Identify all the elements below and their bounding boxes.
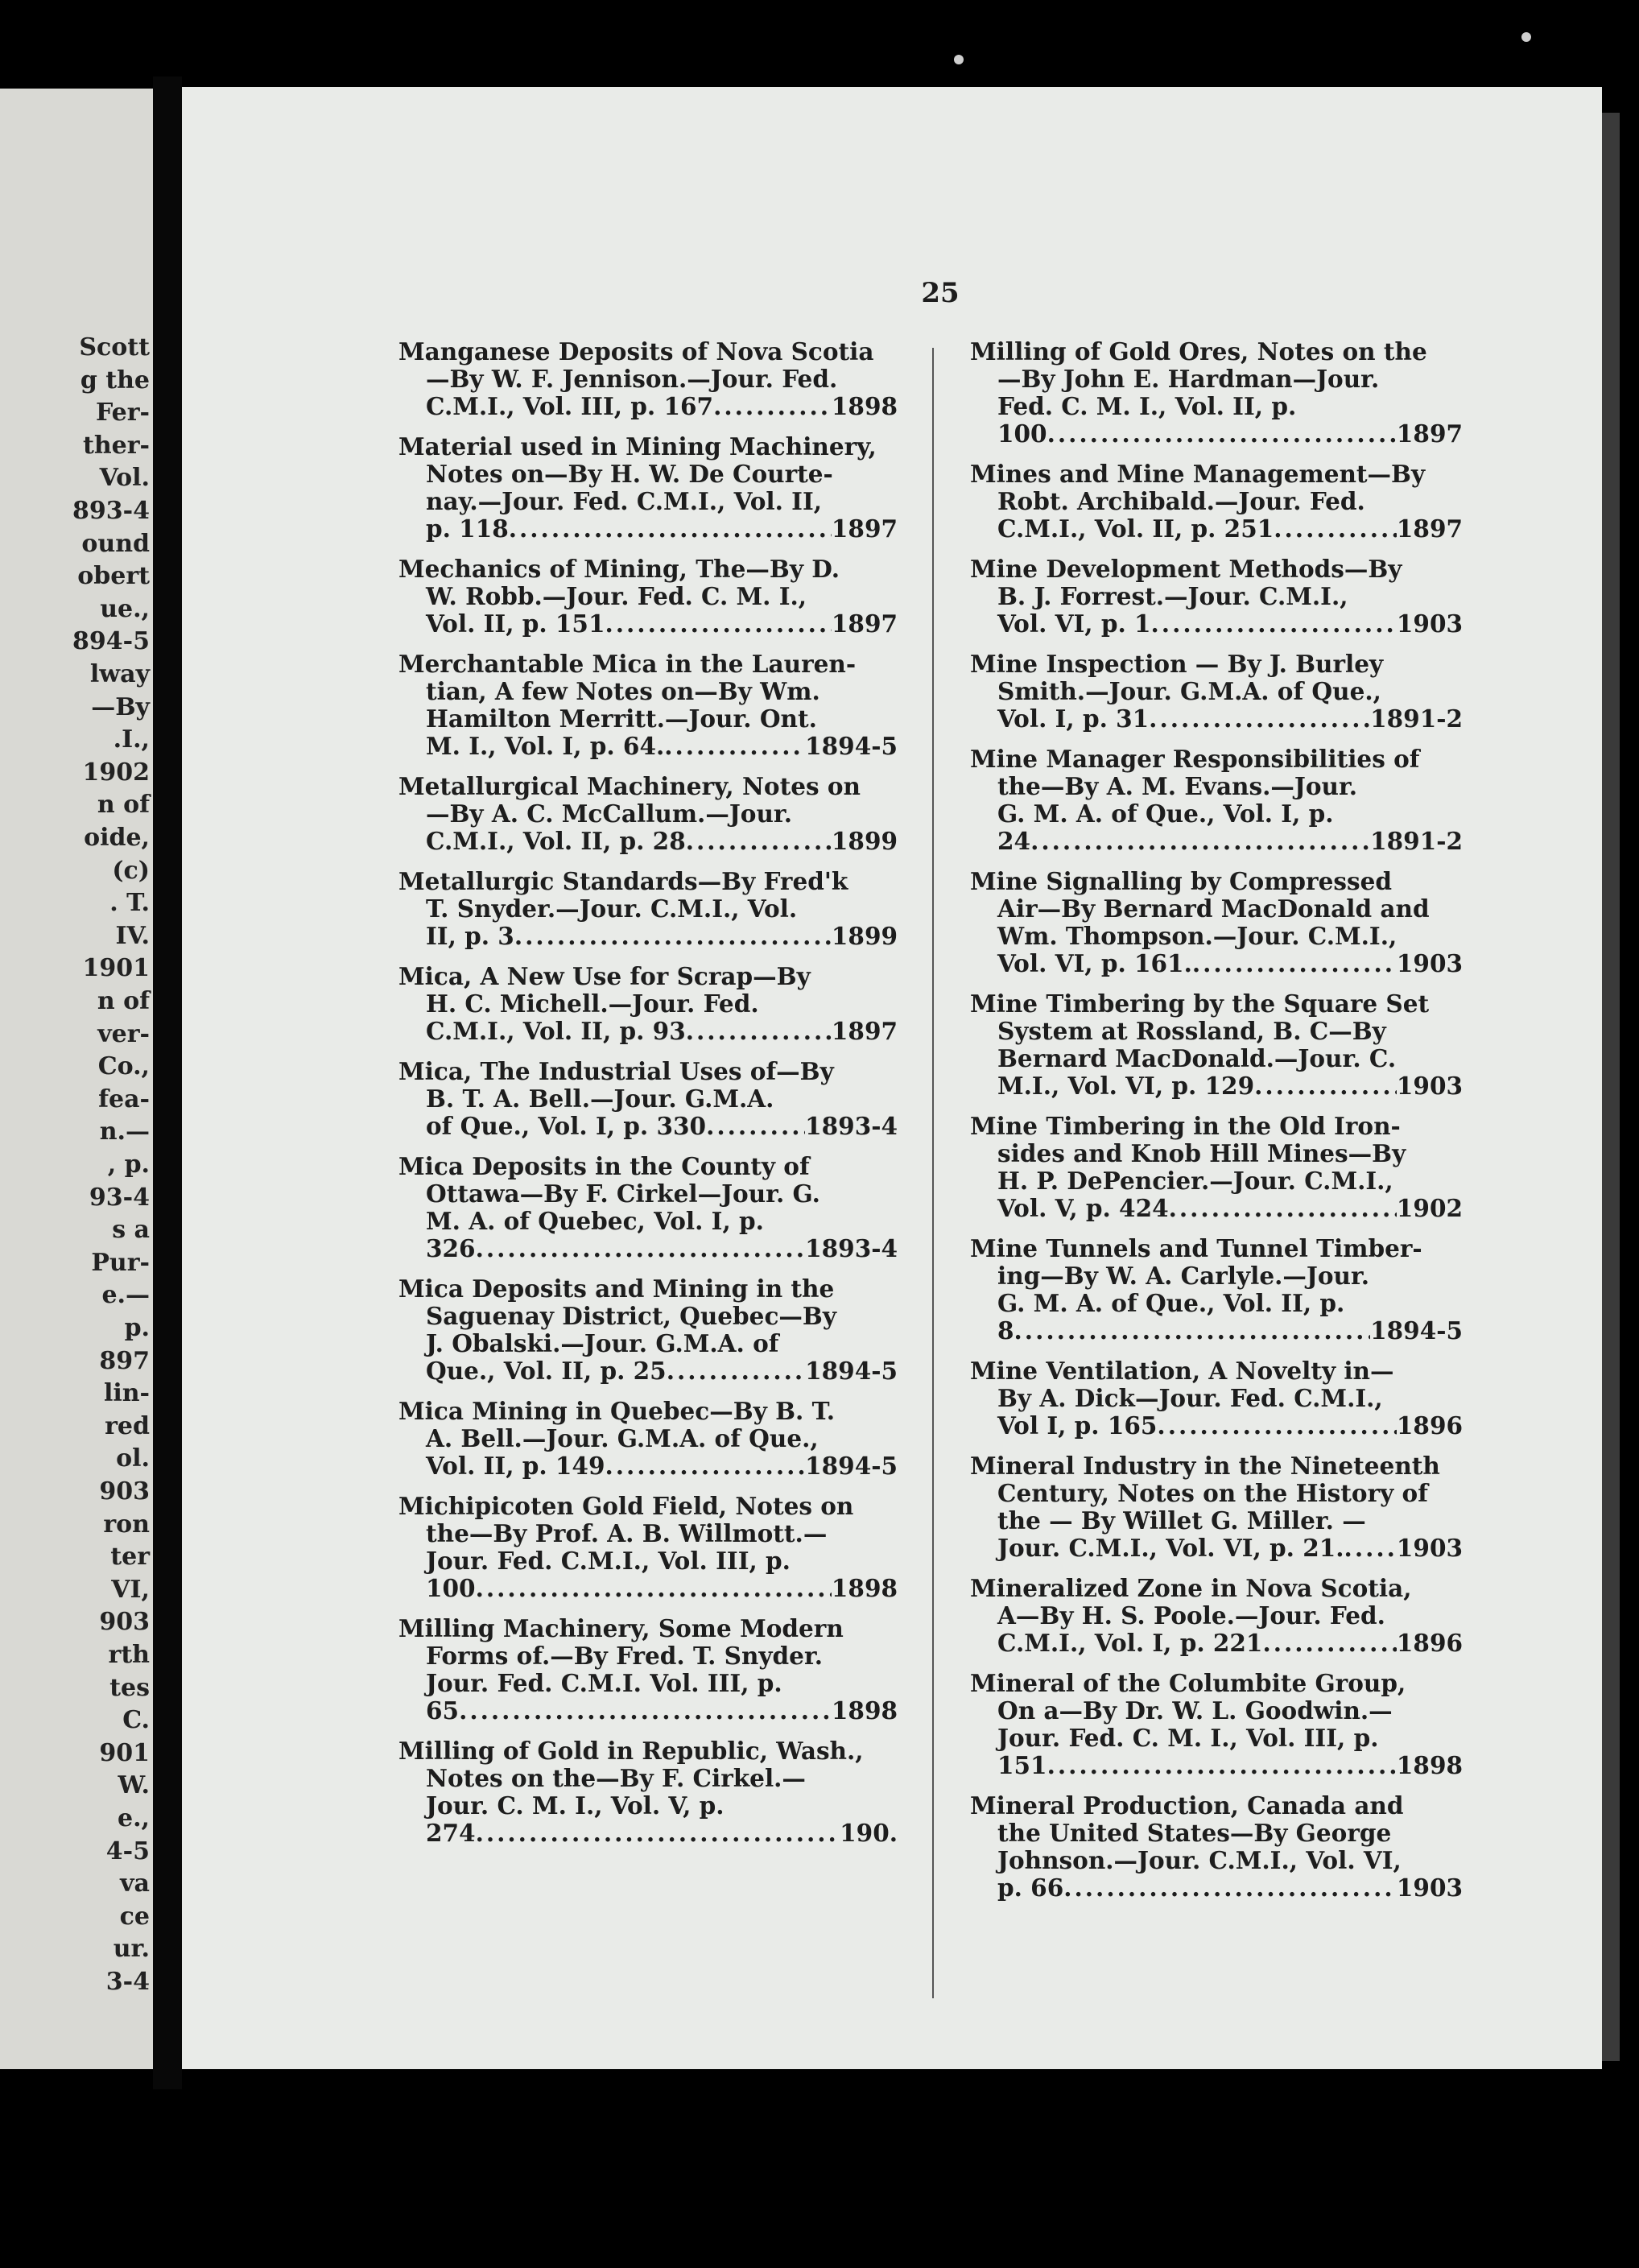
index-entry <box>398 1737 898 1847</box>
entry-citation: Vol. II, p. 151 <box>426 610 605 638</box>
entry-line: the—By Prof. A. B. Willmott.— <box>426 1520 828 1547</box>
entry-citation-line <box>970 1535 1463 1562</box>
dot-leader <box>1047 1752 1397 1779</box>
dot-leader <box>667 1357 805 1385</box>
index-entry <box>398 963 898 1045</box>
entry-citation-line <box>398 1452 898 1480</box>
entry-line: W. Robb.—Jour. Fed. C. M. I., <box>426 583 807 610</box>
entry-year: 1897 <box>1396 515 1463 543</box>
adjacent-page-fragment <box>0 89 153 2069</box>
entry-citation-line <box>398 1357 898 1385</box>
entry-citation: M. I., Vol. I, p. 64. <box>426 733 665 760</box>
dot-leader <box>459 1697 832 1725</box>
entry-line: T. Snyder.—Jour. C.M.I., Vol. <box>426 895 798 923</box>
index-entry <box>398 433 898 543</box>
adjacent-page-text: ter <box>110 1543 150 1572</box>
index-entry <box>970 1792 1463 1902</box>
entry-line: Robt. Archibald.—Jour. Fed. <box>997 488 1365 515</box>
entry-title-line: Michipicoten Gold Field, Notes on <box>398 1493 854 1520</box>
index-entry <box>398 1275 898 1385</box>
entry-year: 1899 <box>831 828 898 855</box>
dot-leader <box>664 733 805 760</box>
dot-leader <box>476 1820 840 1847</box>
adjacent-page-text: g the <box>80 366 150 395</box>
entry-citation-line <box>970 1317 1463 1345</box>
entry-line: Jour. Fed. C. M. I., Vol. III, p. <box>997 1725 1379 1752</box>
adjacent-page-text: Co., <box>97 1052 150 1081</box>
entry-line: Fed. C. M. I., Vol. II, p. <box>997 393 1297 420</box>
entry-title-line: Mine Timbering by the Square Set <box>970 990 1430 1018</box>
entry-title-line: Mine Ventilation, A Novelty in— <box>970 1357 1394 1385</box>
entry-year: 1894-5 <box>1370 1317 1463 1345</box>
index-entry <box>970 461 1463 543</box>
adjacent-page-text: tes <box>109 1673 150 1702</box>
entry-line: By A. Dick—Jour. Fed. C.M.I., <box>997 1385 1383 1412</box>
entry-line: Air—By Bernard MacDonald and <box>997 895 1430 923</box>
left-index-column <box>398 338 898 1860</box>
entry-year: 1899 <box>831 923 898 950</box>
entry-title-line: Milling of Gold Ores, Notes on the <box>970 338 1427 366</box>
entry-citation-line <box>970 1630 1463 1657</box>
adjacent-page-text: —By <box>91 692 150 721</box>
adjacent-page-text: . T. <box>109 889 150 918</box>
entry-citation: of Que., Vol. I, p. 330 <box>426 1113 707 1140</box>
entry-title-line: Mine Signalling by Compressed <box>970 868 1392 895</box>
index-entry <box>970 651 1463 733</box>
entry-line: H. C. Michell.—Jour. Fed. <box>426 990 759 1018</box>
entry-citation: C.M.I., Vol. III, p. 167 <box>426 393 714 420</box>
entry-citation: p. 66 <box>997 1874 1064 1902</box>
entry-line: B. J. Forrest.—Jour. C.M.I., <box>997 583 1348 610</box>
adjacent-page-text: W. <box>118 1771 150 1800</box>
adjacent-page-text: , p. <box>107 1151 150 1179</box>
dot-leader <box>514 923 832 950</box>
dot-leader <box>1169 1195 1397 1222</box>
adjacent-page-text: 897 <box>99 1346 150 1375</box>
adjacent-page-text: 903 <box>99 1477 150 1506</box>
entry-line: Ottawa—By F. Cirkel—Jour. G. <box>426 1180 820 1208</box>
dot-leader <box>1151 610 1397 638</box>
adjacent-page-text: e.— <box>101 1281 150 1310</box>
entry-year: 190. <box>840 1820 898 1847</box>
adjacent-page-text: IV. <box>115 921 150 950</box>
dot-leader <box>686 828 832 855</box>
entry-citation: Vol. V, p. 424 <box>997 1195 1169 1222</box>
entry-year: 1896 <box>1396 1630 1463 1657</box>
entry-year: 1894-5 <box>805 733 898 760</box>
adjacent-page-text: 93-4 <box>89 1183 150 1212</box>
entry-year: 1896 <box>1396 1412 1463 1440</box>
index-entry <box>398 1493 898 1602</box>
entry-line: H. P. DePencier.—Jour. C.M.I., <box>997 1167 1393 1195</box>
adjacent-page-text: lway <box>89 660 150 688</box>
entry-citation: Vol. II, p. 149 <box>426 1452 605 1480</box>
adjacent-page-text: 901 <box>99 1738 150 1767</box>
entry-line: Smith.—Jour. G.M.A. of Que., <box>997 678 1381 705</box>
entry-citation-line <box>398 1113 898 1140</box>
entry-line: —By John E. Hardman—Jour. <box>997 366 1380 393</box>
adjacent-page-text: C. <box>122 1706 150 1735</box>
entry-citation-line <box>398 1820 898 1847</box>
entry-line: On a—By Dr. W. L. Goodwin.— <box>997 1697 1393 1725</box>
entry-line: Jour. Fed. C.M.I. Vol. III, p. <box>426 1670 782 1697</box>
entry-line: Forms of.—By Fred. T. Snyder. <box>426 1642 824 1670</box>
index-entry <box>970 1670 1463 1779</box>
entry-line: Notes on the—By F. Cirkel.— <box>426 1765 806 1792</box>
dot-leader <box>476 1575 832 1602</box>
entry-line: tian, A few Notes on—By Wm. <box>426 678 820 705</box>
entry-citation-line <box>970 1195 1463 1222</box>
page-edge-shadow <box>1602 113 1620 2061</box>
entry-title-line: Mica Mining in Quebec—By B. T. <box>398 1398 836 1425</box>
entry-citation: C.M.I., Vol. II, p. 251 <box>997 515 1274 543</box>
entry-citation-line <box>970 515 1463 543</box>
entry-year: 1894-5 <box>805 1357 898 1385</box>
adjacent-page-text: 3-4 <box>105 1968 150 1996</box>
entry-citation: C.M.I., Vol. II, p. 28 <box>426 828 686 855</box>
entry-line: G. M. A. of Que., Vol. I, p. <box>997 800 1334 828</box>
adjacent-page-text: ver- <box>97 1019 150 1048</box>
index-entry <box>398 338 898 420</box>
column-divider <box>932 348 934 1998</box>
index-entry <box>970 1113 1463 1222</box>
entry-citation: 8 <box>997 1317 1014 1345</box>
entry-citation: Que., Vol. II, p. 25 <box>426 1357 667 1385</box>
entry-year: 1893-4 <box>805 1113 898 1140</box>
entry-year: 1903 <box>1396 1874 1463 1902</box>
index-entry <box>970 1452 1463 1562</box>
adjacent-page-text: ron <box>103 1510 150 1539</box>
dot-leader <box>1344 1535 1397 1562</box>
dot-leader <box>713 393 832 420</box>
index-entry <box>970 746 1463 855</box>
adjacent-page-text: p. <box>124 1314 150 1342</box>
entry-line: M. A. of Quebec, Vol. I, p. <box>426 1208 764 1235</box>
index-entry <box>970 556 1463 638</box>
adjacent-page-text: 1902 <box>82 758 150 787</box>
entry-citation: 151 <box>997 1752 1047 1779</box>
entry-title-line: Mine Development Methods—By <box>970 556 1402 583</box>
entry-citation-line <box>398 733 898 760</box>
entry-line: the United States—By George <box>997 1820 1392 1847</box>
entry-citation: Vol. VI, p. 1 <box>997 610 1151 638</box>
dust-mark <box>1521 32 1531 42</box>
entry-year: 1898 <box>831 1697 898 1725</box>
entry-year: 1898 <box>831 393 898 420</box>
entry-title-line: Mica Deposits and Mining in the <box>398 1275 835 1303</box>
adjacent-page-text: ue., <box>100 594 150 623</box>
dot-leader <box>1254 1072 1397 1100</box>
entry-citation-line <box>970 828 1463 855</box>
index-entry <box>398 773 898 855</box>
entry-year: 1903 <box>1396 1535 1463 1562</box>
entry-citation: 65 <box>426 1697 460 1725</box>
entry-title-line: Mica, A New Use for Scrap—By <box>398 963 811 990</box>
entry-title-line: Mechanics of Mining, The—By D. <box>398 556 840 583</box>
entry-citation-line <box>970 705 1463 733</box>
entry-line: G. M. A. of Que., Vol. II, p. <box>997 1290 1345 1317</box>
entry-title-line: Mines and Mine Management—By <box>970 461 1426 488</box>
adjacent-page-text: 893-4 <box>72 497 150 525</box>
adjacent-page-text: .I., <box>113 725 150 754</box>
dot-leader <box>1192 950 1397 977</box>
dot-leader <box>1030 828 1370 855</box>
entry-year: 1897 <box>1396 420 1463 448</box>
entry-year: 1894-5 <box>805 1452 898 1480</box>
entry-citation: 326 <box>426 1235 476 1262</box>
index-entry <box>970 1575 1463 1657</box>
dot-leader <box>1149 705 1370 733</box>
entry-line: Hamilton Merritt.—Jour. Ont. <box>426 705 817 733</box>
index-entry <box>398 556 898 638</box>
adjacent-page-text: (c) <box>112 856 150 885</box>
entry-title-line: Mica, The Industrial Uses of—By <box>398 1058 834 1085</box>
entry-line: Jour. Fed. C.M.I., Vol. III, p. <box>426 1547 791 1575</box>
index-entry <box>970 868 1463 977</box>
entry-year: 1897 <box>831 515 898 543</box>
entry-line: —By W. F. Jennison.—Jour. Fed. <box>426 366 838 393</box>
entry-year: 1903 <box>1396 1072 1463 1100</box>
entry-line: sides and Knob Hill Mines—By <box>997 1140 1406 1167</box>
dust-mark <box>954 55 964 64</box>
entry-line: A—By H. S. Poole.—Jour. Fed. <box>997 1602 1385 1630</box>
entry-citation: II, p. 3 <box>426 923 514 950</box>
entry-citation: Jour. C.M.I., Vol. VI, p. 21. <box>997 1535 1344 1562</box>
entry-citation: C.M.I., Vol. II, p. 93 <box>426 1018 686 1045</box>
right-index-column <box>970 338 1463 1915</box>
entry-line: Johnson.—Jour. C.M.I., Vol. VI, <box>997 1847 1402 1874</box>
dot-leader <box>1157 1412 1396 1440</box>
entry-citation-line <box>970 1412 1463 1440</box>
dot-leader <box>1274 515 1397 543</box>
index-entry <box>398 651 898 760</box>
entry-year: 1891-2 <box>1370 828 1463 855</box>
entry-title-line: Mineral of the Columbite Group, <box>970 1670 1406 1697</box>
entry-citation: Vol. I, p. 31 <box>997 705 1150 733</box>
entry-citation: 24 <box>997 828 1031 855</box>
entry-line: Saguenay District, Quebec—By <box>426 1303 836 1330</box>
index-entry <box>398 1058 898 1140</box>
adjacent-page-text: ce <box>119 1902 150 1931</box>
entry-line: —By A. C. McCallum.—Jour. <box>426 800 793 828</box>
entry-year: 1897 <box>831 1018 898 1045</box>
dot-leader <box>1262 1630 1396 1657</box>
entry-citation-line <box>398 1697 898 1725</box>
adjacent-page-text: va <box>120 1869 150 1898</box>
entry-year: 1893-4 <box>805 1235 898 1262</box>
index-entry <box>970 990 1463 1100</box>
entry-line: the—By A. M. Evans.—Jour. <box>997 773 1358 800</box>
entry-citation: M.I., Vol. VI, p. 129 <box>997 1072 1255 1100</box>
adjacent-page-text: ur. <box>113 1935 150 1964</box>
adjacent-page-text: fea- <box>98 1084 150 1113</box>
entry-line: Bernard MacDonald.—Jour. C. <box>997 1045 1397 1072</box>
entry-line: J. Obalski.—Jour. G.M.A. of <box>426 1330 779 1357</box>
entry-title-line: Metallurgical Machinery, Notes on <box>398 773 861 800</box>
adjacent-page-text: ol. <box>116 1444 150 1473</box>
entry-line: ing—By W. A. Carlyle.—Jour. <box>997 1262 1370 1290</box>
adjacent-page-text: Pur- <box>91 1248 150 1277</box>
entry-title-line: Mica Deposits in the County of <box>398 1153 810 1180</box>
entry-title-line: Manganese Deposits of Nova Scotia <box>398 338 874 366</box>
dot-leader <box>1063 1874 1397 1902</box>
entry-citation-line <box>398 923 898 950</box>
entry-citation: 274 <box>426 1820 476 1847</box>
adjacent-page-text: rth <box>108 1641 150 1669</box>
entry-citation-line <box>970 610 1463 638</box>
entry-line: Notes on—By H. W. De Courte- <box>426 461 833 488</box>
entry-title-line: Milling of Gold in Republic, Wash., <box>398 1737 864 1765</box>
entry-title-line: Mineral Industry in the Nineteenth <box>970 1452 1440 1480</box>
entry-title-line: Mine Tunnels and Tunnel Timber- <box>970 1235 1422 1262</box>
entry-citation: p. 118 <box>426 515 509 543</box>
adjacent-page-text: e., <box>118 1804 150 1832</box>
entry-title-line: Mine Timbering in the Old Iron- <box>970 1113 1401 1140</box>
entry-citation-line <box>398 1575 898 1602</box>
entry-title-line: Mine Inspection — By J. Burley <box>970 651 1384 678</box>
index-entry <box>970 338 1463 448</box>
dot-leader <box>605 610 832 638</box>
entry-citation: 100 <box>426 1575 476 1602</box>
adjacent-page-text: VI, <box>111 1575 150 1604</box>
adjacent-page-text: n of <box>97 987 150 1015</box>
entry-citation-line <box>970 1072 1463 1100</box>
entry-citation: Vol I, p. 165 <box>997 1412 1158 1440</box>
entry-citation: Vol. VI, p. 161. <box>997 950 1192 977</box>
index-entry <box>398 1398 898 1480</box>
entry-year: 1898 <box>1396 1752 1463 1779</box>
adjacent-page-text: oide, <box>84 824 150 852</box>
entry-citation-line <box>398 515 898 543</box>
adjacent-page-text: 894-5 <box>72 627 150 656</box>
adjacent-page-text: 4-5 <box>105 1836 150 1865</box>
index-entry <box>398 868 898 950</box>
adjacent-page-text: lin- <box>103 1379 150 1408</box>
dot-leader <box>686 1018 832 1045</box>
entry-line: Wm. Thompson.—Jour. C.M.I., <box>997 923 1397 950</box>
entry-year: 1903 <box>1396 610 1463 638</box>
entry-line: A. Bell.—Jour. G.M.A. of Que., <box>426 1425 819 1452</box>
entry-citation-line <box>398 393 898 420</box>
index-entry <box>970 1235 1463 1345</box>
adjacent-page-text: s a <box>112 1216 150 1245</box>
dot-leader <box>706 1113 805 1140</box>
entry-year: 1898 <box>831 1575 898 1602</box>
entry-line: Jour. C. M. I., Vol. V, p. <box>426 1792 725 1820</box>
entry-year: 1902 <box>1396 1195 1463 1222</box>
entry-citation-line <box>970 1752 1463 1779</box>
adjacent-page-text: red <box>105 1411 150 1440</box>
adjacent-page-text: obert <box>77 562 150 591</box>
entry-line: the — By Willet G. Miller. — <box>997 1507 1366 1535</box>
entry-title-line: Mine Manager Responsibilities of <box>970 746 1420 773</box>
entry-title-line: Mineralized Zone in Nova Scotia, <box>970 1575 1412 1602</box>
index-entry <box>398 1615 898 1725</box>
entry-citation-line <box>398 610 898 638</box>
adjacent-page-text: Scott <box>79 333 150 361</box>
dot-leader <box>476 1235 806 1262</box>
entry-year: 1891-2 <box>1370 705 1463 733</box>
entry-title-line: Milling Machinery, Some Modern <box>398 1615 844 1642</box>
book-spine <box>153 76 182 2089</box>
entry-line: nay.—Jour. Fed. C.M.I., Vol. II, <box>426 488 823 515</box>
entry-line: B. T. A. Bell.—Jour. G.M.A. <box>426 1085 774 1113</box>
entry-title-line: Material used in Mining Machinery, <box>398 433 877 461</box>
dot-leader <box>1014 1317 1371 1345</box>
entry-citation: 100 <box>997 420 1047 448</box>
page-number: 25 <box>921 277 960 309</box>
adjacent-page-text: 1901 <box>82 954 150 983</box>
entry-citation-line <box>398 828 898 855</box>
dot-leader <box>605 1452 806 1480</box>
entry-title-line: Merchantable Mica in the Lauren- <box>398 651 857 678</box>
entry-citation-line <box>970 420 1463 448</box>
adjacent-page-text: 903 <box>99 1608 150 1637</box>
entry-year: 1903 <box>1396 950 1463 977</box>
entry-title-line: Metallurgic Standards—By Fred'k <box>398 868 848 895</box>
entry-citation-line <box>398 1235 898 1262</box>
adjacent-page-text: ther- <box>82 431 150 460</box>
adjacent-page-text: n of <box>97 791 150 820</box>
adjacent-page-text: Fer- <box>95 399 150 428</box>
adjacent-page-text: ound <box>81 529 150 558</box>
dot-leader <box>509 515 832 543</box>
entry-citation: C.M.I., Vol. I, p. 221 <box>997 1630 1263 1657</box>
index-entry <box>398 1153 898 1262</box>
index-entry <box>970 1357 1463 1440</box>
entry-citation-line <box>970 1874 1463 1902</box>
adjacent-page-text: n.— <box>99 1117 150 1146</box>
entry-title-line: Mineral Production, Canada and <box>970 1792 1404 1820</box>
entry-year: 1897 <box>831 610 898 638</box>
entry-citation-line <box>970 950 1463 977</box>
entry-citation-line <box>398 1018 898 1045</box>
adjacent-page-text: Vol. <box>99 464 150 493</box>
dot-leader <box>1047 420 1397 448</box>
entry-line: Century, Notes on the History of <box>997 1480 1428 1507</box>
entry-line: System at Rossland, B. C—By <box>997 1018 1386 1045</box>
